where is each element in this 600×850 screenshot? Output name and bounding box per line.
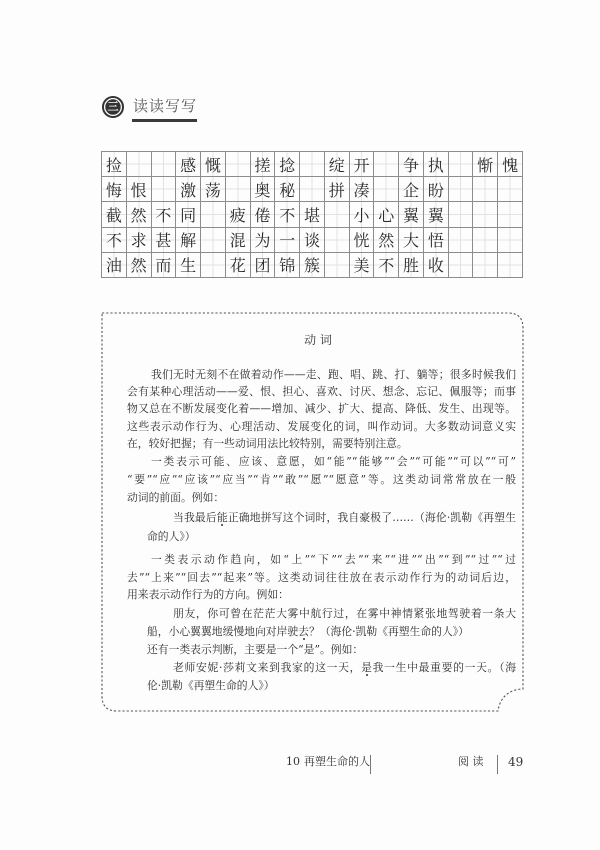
grid-cell: 同 [176, 202, 201, 227]
grid-cell: 然 [127, 253, 152, 278]
body-line: 我们无时无刻不在做着动作——走、跑、唱、跳、打、躺等；很多时候我们 [151, 368, 516, 381]
lesson-number: 10 [286, 755, 300, 768]
lesson-title: 再塑生命的人 [304, 755, 370, 768]
example-line [147, 624, 516, 640]
grid-cell: 恨 [127, 177, 152, 202]
body-line: 在，较好把握；有一些动词用法比较特别，需要特别注意。 [127, 437, 408, 450]
grid-cell: 胜 [399, 253, 424, 278]
grid-cell: 小 [350, 202, 375, 227]
grid-cell: 开 [350, 152, 375, 177]
grid-cell: 为 [251, 228, 276, 253]
grid-cell: 翼 [424, 202, 449, 227]
grid-cell: 不 [275, 202, 300, 227]
grid-cell: 翼 [399, 202, 424, 227]
grid-cell: 大 [399, 228, 424, 253]
example-line: 伦·凯勒《再塑生命的人》） [147, 679, 275, 692]
example-text: 当我最后 [173, 511, 217, 524]
grid-cell: 堪 [300, 202, 325, 227]
grid-cell: 解 [176, 228, 201, 253]
page-number: 49 [508, 755, 524, 769]
grid-cell: 不 [152, 202, 177, 227]
grid-cell: 然 [127, 202, 152, 227]
body-line: 用来表示动作行为的方向。例如： [127, 588, 289, 601]
footer-divider [370, 755, 371, 774]
grid-cell: 混 [226, 228, 251, 253]
example-text: 我一生中最重要的一天。（海 [372, 661, 516, 674]
grid-cell: 捡 [102, 152, 127, 177]
grid-cell: 惭 [473, 152, 498, 177]
grid-cell: 企 [399, 177, 424, 202]
grid-cell: 不 [374, 253, 399, 278]
grid-cell: 然 [374, 228, 399, 253]
grid-cell: 而 [152, 253, 177, 278]
grid-cell: 不 [102, 228, 127, 253]
grid-cell: 收 [424, 253, 449, 278]
footer-divider [497, 755, 498, 774]
grid-cell: 执 [424, 152, 449, 177]
grid-cell: 奥 [251, 177, 276, 202]
grid-cell: 感 [176, 152, 201, 177]
grid-cell: 心 [374, 202, 399, 227]
grid-cell: 悟 [424, 228, 449, 253]
grid-cell: 恍 [350, 228, 375, 253]
grid-cell: 慨 [201, 152, 226, 177]
grid-cell: 秘 [275, 177, 300, 202]
grid-cell: 疲 [226, 202, 251, 227]
footer-section: 阅 读 [458, 755, 484, 768]
section-number: 三 [107, 100, 119, 113]
grammar-box-title: 动 词 [304, 333, 332, 347]
grid-cell: 一 [275, 228, 300, 253]
grid-cell: 捻 [275, 152, 300, 177]
grid-cell: 油 [102, 253, 127, 278]
grid-cell: 锦 [275, 253, 300, 278]
grid-cell: 生 [176, 253, 201, 278]
grid-cell: 激 [176, 177, 201, 202]
grid-cell: 争 [399, 152, 424, 177]
example-line: 朋友，你可曾在茫茫大雾中航行过，在雾中神情紧张地驾驶着一条大 [173, 607, 516, 620]
grid-cell: 簇 [300, 253, 325, 278]
example-line [173, 660, 516, 676]
body-line: 一类表示动作趋向，如“上”“下”“去”“来”“进”“出”“到”“过”“过 [151, 553, 516, 566]
emphasized-word: 去 [298, 625, 309, 638]
grid-cell: 绽 [325, 152, 350, 177]
grid-cell: 凑 [350, 177, 375, 202]
grid-cell: 悔 [102, 177, 127, 202]
example-line: 命的人》） [147, 530, 196, 543]
example-line [173, 510, 516, 526]
grid-cell: 美 [350, 253, 375, 278]
body-line: 会有某种心理活动——爱、恨、担心、喜欢、讨厌、想念、忘记、佩服等；而事 [127, 385, 516, 398]
body-line: 这些表示动作行为、心理活动、发展变化的词，叫作动词。大多数动词意义实 [127, 420, 516, 433]
grid-cell: 盼 [424, 177, 449, 202]
body-line: 还有一类表示判断，主要是一个“是”。例如： [147, 643, 364, 656]
body-line: 物又总在不断发展变化着——增加、减少、扩大、提高、降低、发生、出现等。 [127, 402, 516, 415]
grid-cell: 谈 [300, 228, 325, 253]
grid-cell: 截 [102, 202, 127, 227]
example-text: 船，小心翼翼地缓慢地向对岸驶 [147, 625, 299, 638]
grid-cell: 搓 [251, 152, 276, 177]
grid-cell: 拼 [325, 177, 350, 202]
grid-cell: 甚 [152, 228, 177, 253]
body-line: “要”“应”“应该”“应当”“肯”“敢”“愿”“愿意”等。这类动词常常放在一般 [127, 473, 516, 486]
emphasized-word: 是 [361, 661, 373, 674]
grid-cell: 倦 [251, 202, 276, 227]
grid-cell: 花 [226, 253, 251, 278]
grid-cell: 求 [127, 228, 152, 253]
body-line: 去”“上来”“回去”“起来”等。这类动词往往放在表示动作行为的动词后边， [127, 571, 516, 584]
grid-cell: 愧 [498, 152, 523, 177]
emphasized-word: 能 [216, 511, 228, 524]
example-text: 老师安妮·莎莉文来到我家的这一天， [173, 661, 362, 674]
grid-cell: 团 [251, 253, 276, 278]
body-line: 动词的前面。例如： [127, 491, 225, 504]
example-text: ？（海伦·凯勒《再塑生命的人》） [308, 625, 469, 638]
section-title: 读读写写 [133, 97, 198, 115]
example-text: 正确地拼写这个词时，我自豪极了……（海伦·凯勒《再塑生 [227, 511, 517, 524]
grid-cell: 荡 [201, 177, 226, 202]
body-line: 一类表示可能、应该、意愿，如“能”“能够”“会”“可能”“可以”“可” [151, 455, 516, 468]
